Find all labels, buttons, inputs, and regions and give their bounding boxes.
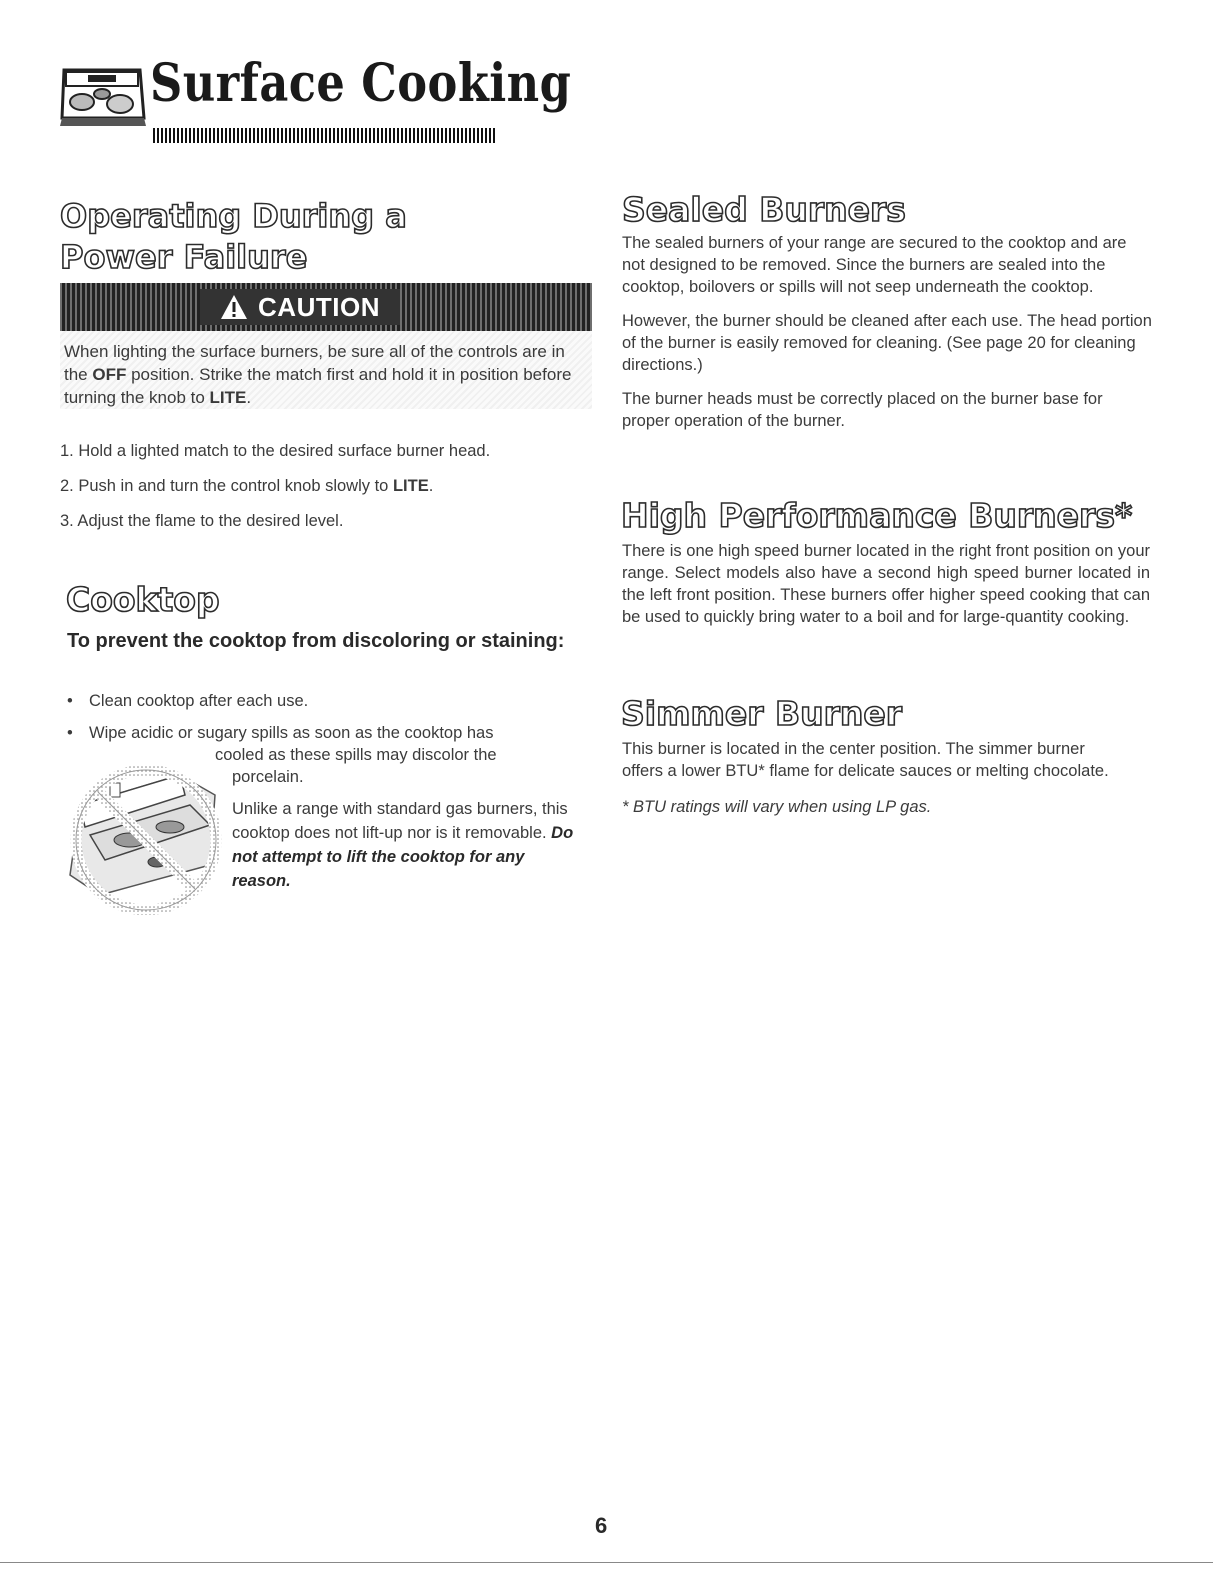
cooktop-warning-paragraph <box>232 797 577 893</box>
high-text <box>622 540 1150 640</box>
no-lift-cooktop-illustration <box>60 765 232 915</box>
sealed-heading: Sealed Burners <box>622 190 906 229</box>
bullet-2 <box>67 722 587 744</box>
page-title: Surface Cooking <box>150 53 572 114</box>
sealed-p2: However, the burner should be cleaned after each use. The head portion of the burner is easily removed for cleaning. (See page 20 for cleaning directions.) <box>622 312 1152 374</box>
caution-part2: position. Strike the match first and hold it in position before turning the knob to <box>64 365 572 407</box>
lift-warning: Do not attempt to lift the cooktop for any reason. <box>232 824 574 890</box>
page-number: 6 <box>595 1513 608 1538</box>
operating-heading-line1: Operating During a <box>60 197 407 235</box>
high-heading: High Performance Burners* <box>621 496 1133 535</box>
simmer-text <box>622 738 1122 830</box>
step-2-lite: LITE <box>392 477 429 495</box>
bullet-1 <box>67 690 587 712</box>
warning-triangle-icon <box>220 294 248 320</box>
caution-off: OFF <box>92 365 127 384</box>
bullet-2-line2: cooled as these spills may discolor the <box>215 746 497 764</box>
unlike-text: Unlike a range with standard gas burners, this cooktop does not lift-up nor is it removable. <box>232 800 568 842</box>
step-2-text: 2. Push in and turn the control knob slowly to <box>60 477 393 495</box>
caution-text: CAUTION <box>258 291 380 322</box>
high-p1: There is one high speed burner located in the right front position on your range. Select models also have a second high speed burner located in the left front position. These burners offer higher speed cooking that can be used to quickly bring water to a boil and for large-quantity cooking. <box>622 542 1150 626</box>
bullet-1-text: Clean cooktop after each use. <box>89 692 309 710</box>
sealed-p1: The sealed burners of your range are secured to the cooktop and are not designed to be removed. Since the burners are sealed into the cooktop, boilovers or spills will not seep underneath the cooktop. <box>622 234 1127 296</box>
bullet-mark: • <box>67 692 73 710</box>
btu-note: * BTU ratings will vary when using LP gas. <box>622 798 932 816</box>
cooktop-subheading: To prevent the cooktop from discoloring or staining: <box>67 630 565 652</box>
footer-rule <box>0 1562 1213 1563</box>
title-underline <box>153 128 497 143</box>
operating-heading <box>60 196 560 278</box>
bullet-2-line3: porcelain. <box>232 768 304 786</box>
cooktop-heading: Cooktop <box>66 580 220 619</box>
steps-list <box>60 440 600 545</box>
caution-label <box>200 289 400 325</box>
bullet-mark: • <box>67 724 73 742</box>
step-3: 3. Adjust the flame to the desired level. <box>60 512 344 530</box>
operating-heading-line2: Power Failure <box>60 238 308 276</box>
caution-lite: LITE <box>209 388 247 407</box>
simmer-heading: Simmer Burner <box>621 694 903 733</box>
caution-part3: . <box>246 388 252 407</box>
caution-message <box>64 340 584 409</box>
cooktop-icon <box>60 62 146 128</box>
caution-part1: When lighting the surface burners, be sure all of the controls are in the <box>64 342 565 384</box>
step-2-end: . <box>428 477 434 495</box>
step-1: 1. Hold a lighted match to the desired surface burner head. <box>60 442 491 460</box>
step-2 <box>60 475 600 497</box>
bullet-2-line1: Wipe acidic or sugary spills as soon as the cooktop has <box>89 724 494 742</box>
sealed-p3: The burner heads must be correctly placed on the burner base for proper operation of the burner. <box>622 390 1103 430</box>
simmer-p1: This burner is located in the center position. The simmer burner offers a lower BTU* flame for delicate sauces or melting chocolate. <box>622 740 1109 780</box>
sealed-text <box>622 232 1152 444</box>
